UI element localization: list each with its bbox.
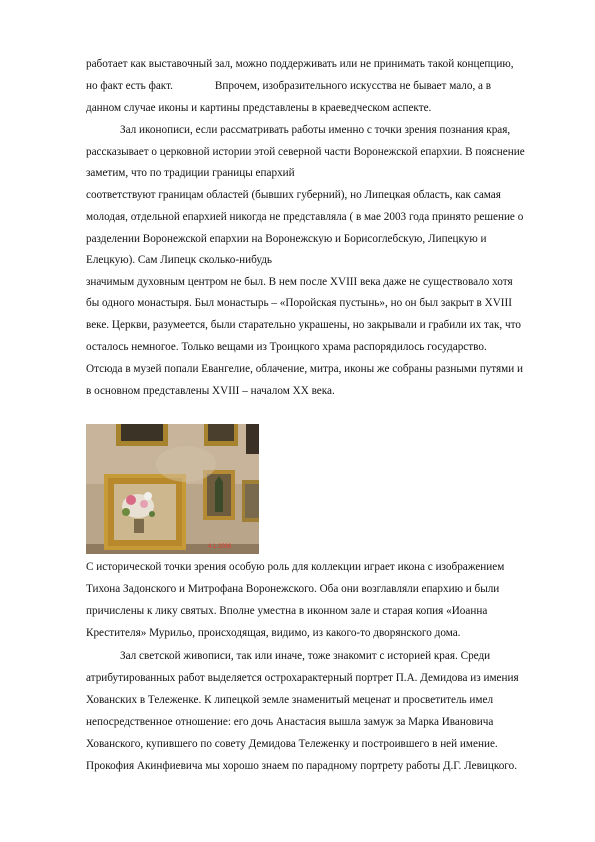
paragraph-line: соответствуют границам областей (бывших губерний), но Липецкая область, как самая: [86, 189, 501, 201]
paragraph-line: Крестителя» Мурильо, происходящая, видимо, из какого-то дворянского дома.: [86, 627, 461, 639]
photo-date-stamp: 4 1 2006: [208, 544, 232, 550]
paragraph-line: данном случае иконы и картины представлены в краеведческом аспекте.: [86, 102, 432, 114]
paragraph-line: Зал иконописи, если рассматривать работы именно с точки зрения познания края,: [120, 124, 511, 136]
paragraph-line: Тихона Задонского и Митрофана Воронежского. Оба они возглавляли епархию и были: [86, 583, 500, 595]
paragraph-line: непосредственное отношение: его дочь Анастасия вышла замуж за Марка Ивановича: [86, 716, 494, 728]
paragraph-line: молодая, отдельной епархией никогда не представляла ( в мае 2003 года принято решение о: [86, 211, 524, 223]
paragraph-line: Хованского, купившего по совету Демидова Тележенку и построившего в ней имение.: [86, 738, 498, 750]
paragraph-line: осталось немногое. Только вещами из Троицкого храма распорядилось государство.: [86, 341, 487, 353]
paragraph-line: работает как выставочный зал, можно поддерживать или не принимать такой концепцию,: [86, 58, 514, 70]
paragraph-line: атрибутированных работ выделяется острохарактерный портрет П.А. Демидова из имения: [86, 672, 519, 684]
paragraph-line: в основном представлены XVIII – началом XX века.: [86, 385, 335, 397]
paragraph-line: Зал светской живописи, так или иначе, тоже знакомит с историей края. Среди: [120, 650, 491, 662]
paragraph-line: веке. Церкви, разумеется, были старательно украшены, но закрывали и грабили их так, что: [86, 319, 521, 331]
paragraph-line: Прокофия Акинфиевича мы хорошо знаем по парадному портрету работы Д.Г. Левицкого.: [86, 760, 517, 772]
paragraph-fragment: но факт есть факт.: [86, 80, 173, 92]
paragraph-line: [86, 79, 491, 93]
paragraph-line: Отсюда в музей попали Евангелие, облачение, митра, иконы же собраны разными путями и: [86, 363, 524, 375]
paragraph-line: значимым духовным центром не был. В нем после XVIII века даже не существовало хотя: [86, 276, 513, 288]
paragraph-line: Хованских в Тележенке. К липецкой земле знаменитый меценат и просветитель имел: [86, 694, 494, 706]
paragraph-line: бы одного монастыря. Был монастырь – «Поройская пустынь», но он был закрыт в XVIII: [86, 297, 512, 309]
paragraph-line: рассказывает о церковной истории этой северной части Воронежской епархии. В пояснение: [86, 146, 525, 158]
paragraph-line: С исторической точки зрения особую роль для коллекции играет икона с изображением: [86, 561, 505, 573]
paragraph-line: Елецкую). Сам Липецк сколько-нибудь: [86, 254, 273, 266]
paragraph-line: разделении Воронежской епархии на Воронежскую и Борисоглебскую, Липецкую и: [86, 233, 487, 245]
gallery-photo: [86, 424, 259, 554]
paragraph-line: причислены к лику святых. Вполне уместна в иконном зале и старая копия «Иоанна: [86, 605, 488, 617]
paragraph-fragment: Впрочем, изобразительного искусства не бывает мало, а в: [214, 80, 492, 92]
paragraph-line: заметим, что по традиции границы епархий: [86, 167, 295, 179]
